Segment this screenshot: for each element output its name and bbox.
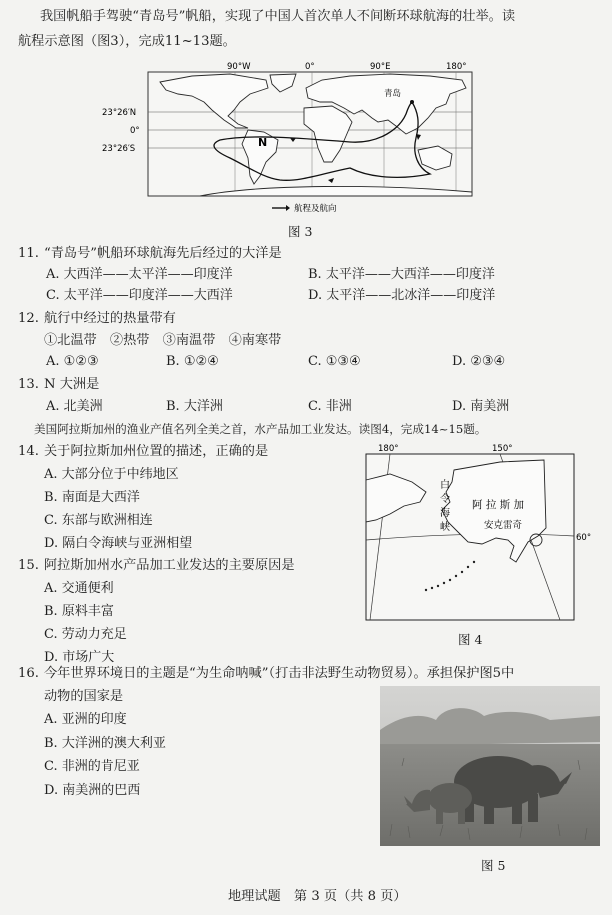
q13-option-d: D. 南美洲 bbox=[452, 399, 510, 414]
rhino-photo-svg bbox=[380, 686, 600, 846]
lon-label-0: 0° bbox=[305, 62, 315, 72]
figure-4-caption: 图 4 bbox=[458, 632, 483, 647]
q16-option-d: D. 南美洲的巴西 bbox=[44, 783, 141, 798]
q12-option-a: A. ①②③ bbox=[46, 354, 99, 369]
q16-number: 16. bbox=[18, 666, 39, 681]
strait-char-4: 峡 bbox=[440, 522, 450, 533]
q16-stem-line-2: 动物的国家是 bbox=[44, 689, 124, 704]
fig4-lon-150: 150° bbox=[492, 444, 513, 454]
figure-3-world-map bbox=[100, 58, 480, 228]
page-footer: 地理试题 第 3 页（共 8 页） bbox=[228, 889, 407, 904]
figure-5-caption: 图 5 bbox=[481, 858, 506, 873]
intro-2: 美国阿拉斯加州的渔业产值名列全美之首，水产品加工业发达。读图4，完成14~15题。 bbox=[34, 422, 487, 436]
continent-label-n: N bbox=[258, 136, 268, 149]
q15-option-b: B. 原料丰富 bbox=[44, 604, 114, 619]
figure-5-rhino-photo bbox=[380, 686, 600, 846]
fig4-lon-180: 180° bbox=[378, 444, 399, 454]
q14-option-c: C. 东部与欧洲相连 bbox=[44, 513, 153, 528]
q12-option-b: B. ①②④ bbox=[166, 354, 219, 369]
lon-label-90w: 90°W bbox=[227, 62, 251, 72]
q13-number: 13. bbox=[18, 377, 39, 392]
q15-number: 15. bbox=[18, 558, 39, 573]
figure-3-caption: 图 3 bbox=[288, 224, 313, 239]
q14-stem: 关于阿拉斯加州位置的描述，正确的是 bbox=[44, 444, 269, 459]
q15-option-d: D. 市场广大 bbox=[44, 650, 115, 665]
q11-option-c: C. 太平洋——印度洋——大西洋 bbox=[46, 288, 233, 303]
q11-option-b: B. 太平洋——大西洋——印度洋 bbox=[308, 267, 495, 282]
intro-line-2: 航程示意图（图3），完成11~13题。 bbox=[18, 34, 236, 49]
q15-option-a: A. 交通便利 bbox=[44, 581, 114, 596]
intro-line-1: 我国帆船手驾驶“青岛号”帆船，实现了中国人首次单人不间断环球航海的壮举。读 bbox=[40, 9, 516, 24]
q14-number: 14. bbox=[18, 444, 39, 459]
q14-option-b: B. 南面是大西洋 bbox=[44, 490, 140, 505]
q11-option-a: A. 大西洋——太平洋——印度洋 bbox=[46, 267, 233, 282]
strait-char-3: 海 bbox=[440, 508, 450, 519]
q14-option-d: D. 隔白令海峡与亚洲相望 bbox=[44, 536, 193, 551]
q12-option-c: C. ①③④ bbox=[308, 354, 361, 369]
lon-label-180: 180° bbox=[446, 62, 467, 72]
q13-stem: N 大洲是 bbox=[44, 377, 100, 392]
lat-label-equator: 0° bbox=[130, 126, 140, 136]
lat-label-tropic-s: 23°26′S bbox=[102, 144, 136, 154]
alaska-label: 阿 拉 斯 加 bbox=[472, 499, 525, 511]
q12-stem: 航行中经过的热量带有 bbox=[44, 311, 176, 326]
world-map-svg bbox=[100, 58, 480, 228]
q16-option-a: A. 亚洲的印度 bbox=[44, 712, 127, 727]
q16-stem-line-1: 今年世界环境日的主题是“为生命呐喊”（打击非法野生动物贸易）。承担保护图5中 bbox=[44, 666, 515, 681]
qingdao-label: 青岛 bbox=[384, 89, 402, 99]
q15-option-c: C. 劳动力充足 bbox=[44, 627, 127, 642]
alaska-map-svg bbox=[360, 440, 600, 625]
q12-option-d: D. ②③④ bbox=[452, 354, 506, 369]
q16-option-b: B. 大洋洲的澳大利亚 bbox=[44, 736, 166, 751]
q13-option-a: A. 北美洲 bbox=[46, 399, 103, 414]
q12-number: 12. bbox=[18, 311, 39, 326]
fig4-lat-60: 60° bbox=[576, 533, 592, 543]
legend-label: 航程及航向 bbox=[294, 204, 337, 214]
q14-option-a: A. 大部分位于中纬地区 bbox=[44, 467, 179, 482]
q11-stem: “青岛号”帆船环球航海先后经过的大洋是 bbox=[44, 246, 282, 261]
q11-number: 11. bbox=[18, 246, 39, 261]
q13-option-b: B. 大洋洲 bbox=[166, 399, 223, 414]
lat-label-tropic-n: 23°26′N bbox=[102, 108, 137, 118]
lon-label-90e: 90°E bbox=[370, 62, 391, 72]
legend-arrow bbox=[286, 205, 290, 211]
figure-4-alaska-map bbox=[360, 440, 600, 625]
q12-choices: ①北温带 ②热带 ③南温带 ④南寒带 bbox=[44, 333, 282, 348]
anchorage-label: 安克雷奇 bbox=[484, 520, 523, 531]
strait-char-1: 白 bbox=[440, 480, 450, 491]
q16-option-c: C. 非洲的肯尼亚 bbox=[44, 759, 140, 774]
q13-option-c: C. 非洲 bbox=[308, 399, 352, 414]
q11-option-d: D. 太平洋——北冰洋——印度洋 bbox=[308, 288, 496, 303]
strait-char-2: 令 bbox=[440, 494, 450, 505]
q15-stem: 阿拉斯加州水产品加工业发达的主要原因是 bbox=[44, 558, 295, 573]
